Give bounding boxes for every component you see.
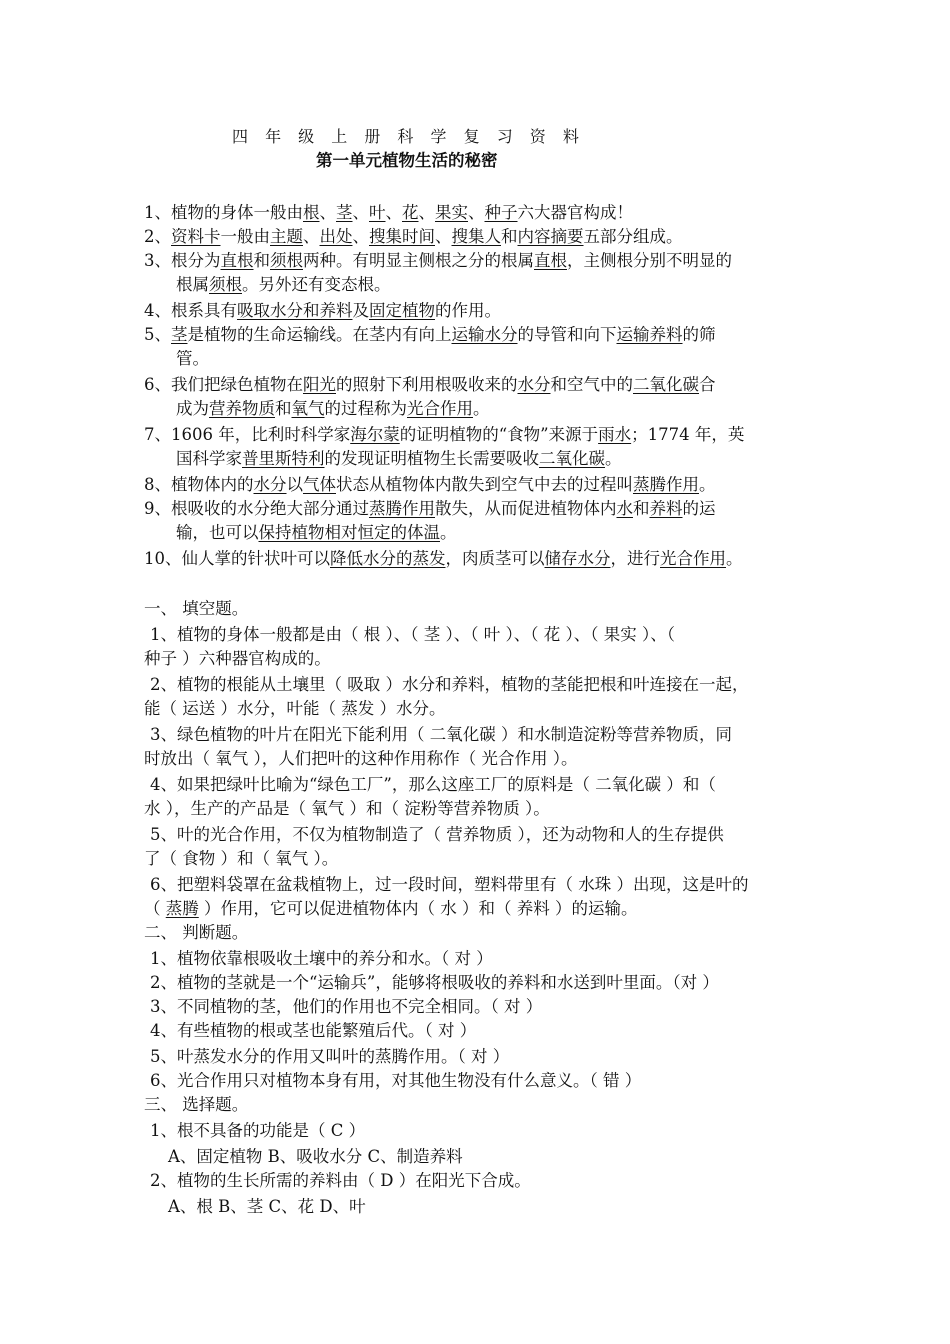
text-segment: ，主侧根分别不明显的 [567, 251, 732, 270]
text-segment: 能（ 运送 ）水分，叶能（ 蒸发 ）水分。 [144, 699, 446, 718]
text-segment: 、 [352, 227, 369, 246]
text-segment: 的作用。 [435, 301, 501, 320]
underlined-answer: 直根 [534, 251, 567, 270]
text-line [176, 448, 622, 470]
underlined-answer: 保持植物相对恒定的体温 [258, 523, 440, 542]
text-segment: 5、 [144, 325, 171, 344]
text-segment: 5、叶蒸发水分的作用又叫叶的蒸腾作用。（ 对 ） [150, 1047, 510, 1066]
text-segment: 了（ 食物 ）和（ 氧气 ）。 [144, 849, 339, 868]
text-segment: 二、 判断题。 [144, 923, 249, 942]
underlined-answer: 果实 [435, 203, 468, 222]
text-segment: 和 [633, 499, 650, 518]
text-segment: 2、植物的根能从土壤里（ 吸取 ）水分和养料，植物的茎能把根和叶连接在一起， [150, 675, 749, 694]
text-line [150, 972, 719, 994]
text-line [144, 1094, 248, 1116]
text-segment: 4、如果把绿叶比喻为“绿色工厂”，那么这座工厂的原料是（ 二氧化碳 ）和（ [150, 775, 716, 794]
text-line [144, 798, 550, 820]
text-segment: 成为 [176, 399, 209, 418]
underlined-answer: 阳光 [303, 375, 336, 394]
text-segment: 及 [352, 301, 369, 320]
underlined-answer: 运输养料 [616, 325, 683, 344]
underlined-answer: 花 [402, 203, 419, 222]
underlined-answer: 氧气 [291, 399, 325, 418]
underlined-answer: 运输水分 [451, 325, 518, 344]
text-line [144, 698, 445, 720]
underlined-answer: 固定植物 [369, 301, 435, 320]
text-line [168, 1146, 463, 1168]
underlined-answer: 养料 [649, 499, 683, 518]
text-segment: 管。 [176, 349, 209, 368]
text-line [144, 848, 338, 870]
text-segment: 和 [501, 227, 518, 246]
text-segment: 的照射下利用根吸收来的 [336, 375, 518, 394]
underlined-answer: 主题 [270, 227, 303, 246]
underlined-answer: 须根 [209, 275, 242, 294]
text-segment: 散失，从而促进植物体内 [435, 499, 617, 518]
text-line [144, 548, 743, 570]
text-line [176, 398, 490, 420]
text-segment: 6、我们把绿色植物在 [144, 375, 303, 394]
text-segment: 9、根吸收的水分绝大部分通过 [144, 499, 369, 518]
text-segment: 5、叶的光合作用，不仅为植物制造了（ 营养物质 ），还为动物和人的生存提供 [150, 825, 724, 844]
text-line [176, 348, 209, 370]
text-segment: ；1774 年，英 [631, 425, 745, 444]
text-line [144, 226, 683, 248]
text-line [150, 996, 542, 1018]
underlined-answer: 须根 [270, 251, 303, 270]
underlined-answer: 种子 [484, 203, 518, 222]
underlined-answer: 茎 [171, 325, 188, 344]
text-segment: 2、植物的茎就是一个“运输兵”，能够将根吸收的养料和水送到叶里面。（对 ） [150, 973, 719, 992]
underlined-answer: 储存水分 [544, 549, 611, 568]
text-line [144, 474, 716, 496]
underlined-answer: 内容摘要 [517, 227, 584, 246]
text-line [150, 1170, 531, 1192]
underlined-answer: 资料卡 [171, 227, 221, 246]
text-segment: 4、有些植物的根或茎也能繁殖后代。（ 对 ） [150, 1021, 477, 1040]
text-segment: 以 [286, 475, 303, 494]
text-line [144, 648, 331, 670]
underlined-answer: 出处 [319, 227, 353, 246]
text-line [150, 774, 716, 796]
text-segment: 、 [468, 203, 485, 222]
underlined-answer: 吸取水分和养料 [237, 301, 353, 320]
text-line [144, 922, 248, 944]
text-line [144, 250, 732, 272]
text-line [144, 424, 744, 446]
text-line [144, 202, 633, 224]
text-line [176, 522, 457, 544]
text-segment: ，进行 [610, 549, 660, 568]
text-segment: 的发现证明植物生长需要吸收 [324, 449, 539, 468]
underlined-answer: 营养物质 [209, 399, 275, 418]
text-line [150, 1070, 641, 1092]
text-segment: 10、仙人掌的针状叶可以 [144, 549, 330, 568]
text-segment: 7、1606 年，比利时科学家 [144, 425, 351, 444]
text-segment: 1、根不具备的功能是（ C ） [150, 1121, 366, 1140]
text-line [150, 624, 675, 646]
text-segment: 是植物的生命运输线。在茎内有向上 [187, 325, 452, 344]
underlined-answer: 蒸腾作用 [633, 475, 699, 494]
text-segment: 。 [473, 399, 490, 418]
text-segment: 、 [418, 203, 435, 222]
text-line [150, 874, 749, 896]
text-segment: 、 [385, 203, 402, 222]
text-line [144, 898, 637, 920]
text-line [144, 300, 501, 322]
text-segment: 4、根系具有 [144, 301, 237, 320]
text-segment: 根属 [176, 275, 209, 294]
text-segment: 。 [699, 475, 716, 494]
text-segment: 两种。有明显主侧根之分的根属 [303, 251, 534, 270]
underlined-answer: 雨水 [598, 425, 632, 444]
text-segment: 1、植物依靠根吸收土壤中的养分和水。（ 对 ） [150, 949, 493, 968]
text-segment: A、固定植物 B、吸收水分 C、制造养料 [168, 1147, 463, 1166]
text-segment: 3、绿色植物的叶片在阳光下能利用（ 二氧化碳 ）和水制造淀粉等营养物质，同 [150, 725, 732, 744]
underlined-answer: 蒸腾 [165, 899, 199, 918]
text-line [150, 724, 732, 746]
underlined-answer: 气体 [303, 475, 336, 494]
text-line [150, 1046, 509, 1068]
text-segment: 一、 填空题。 [144, 599, 249, 618]
text-segment: 五部分组成。 [583, 227, 683, 246]
text-segment: 的过程称为 [324, 399, 407, 418]
text-segment: 的运 [682, 499, 716, 518]
text-segment: 8、植物体内的 [144, 475, 254, 494]
text-segment: ）作用，它可以促进植物体内（ 水 ）和（ 养料 ）的运输。 [198, 899, 638, 918]
text-segment: 、 [435, 227, 452, 246]
text-segment: 1、植物的身体一般由 [144, 203, 303, 222]
underlined-answer: 叶 [369, 203, 386, 222]
text-line [150, 674, 749, 696]
text-line [150, 1020, 476, 1042]
text-segment: 3、不同植物的茎，他们的作用也不完全相同。（ 对 ） [150, 997, 543, 1016]
text-segment: 时放出（ 氧气 ），人们把叶的这种作用称作（ 光合作用 ）。 [144, 749, 578, 768]
underlined-answer: 二氧化碳 [633, 375, 699, 394]
text-segment: 和 [253, 251, 270, 270]
text-line [150, 1120, 365, 1142]
text-line [144, 748, 577, 770]
underlined-answer: 搜集时间 [369, 227, 435, 246]
text-segment: 一般由 [220, 227, 270, 246]
text-segment: 6、光合作用只对植物本身有用，对其他生物没有什么意义。（ 错 ） [150, 1071, 642, 1090]
text-segment: 输，也可以 [176, 523, 259, 542]
underlined-answer: 搜集人 [451, 227, 501, 246]
underlined-answer: 海尔蒙 [350, 425, 400, 444]
underlined-answer: 根 [303, 203, 320, 222]
text-segment: 的筛 [682, 325, 716, 344]
text-segment: 。 [726, 549, 743, 568]
text-segment: 1、植物的身体一般都是由（ 根 ）、（ 茎 ）、（ 叶 ）、（ 花 ）、（ 果实 ）、（ [150, 625, 675, 644]
text-segment: A、根 B、茎 C、花 D、叶 [168, 1197, 366, 1216]
underlined-answer: 水分 [517, 375, 551, 394]
underlined-answer: 直根 [220, 251, 254, 270]
text-segment: 国科学家 [176, 449, 242, 468]
underlined-answer: 光合作用 [407, 399, 473, 418]
text-line [144, 324, 716, 346]
text-segment: 。另外还有变态根。 [242, 275, 391, 294]
text-line [150, 948, 493, 970]
text-segment: 、 [303, 227, 320, 246]
text-segment: 的证明植物的“食物”来源于 [399, 425, 599, 444]
text-segment: 。 [605, 449, 622, 468]
document-title: 四 年 级 上 册 科 学 复 习 资 料 [232, 127, 585, 146]
underlined-answer: 二氧化碳 [539, 449, 605, 468]
underlined-answer: 水分 [253, 475, 287, 494]
text-segment: 合 [699, 375, 716, 394]
text-segment: 和 [275, 399, 292, 418]
text-segment: 3、根分为 [144, 251, 221, 270]
text-segment: 2、植物的生长所需的养料由（ D ）在阳光下合成。 [150, 1171, 531, 1190]
text-segment: 2、 [144, 227, 171, 246]
text-line [168, 1196, 366, 1218]
text-segment: 水 ），生产的产品是（ 氧气 ）和（ 淀粉等营养物质 ）。 [144, 799, 550, 818]
text-line [150, 824, 724, 846]
text-segment: 和空气中的 [550, 375, 633, 394]
underlined-answer: 蒸腾作用 [369, 499, 435, 518]
text-segment: ，肉质茎可以 [445, 549, 545, 568]
text-segment: 、 [352, 203, 369, 222]
text-segment: 、 [319, 203, 336, 222]
text-segment: 状态从植物体内散失到空气中去的过程叫 [336, 475, 633, 494]
text-segment: 6、把塑料袋罩在盆栽植物上，过一段时间，塑料带里有（ 水珠 ）出现，这是叶的 [150, 875, 749, 894]
underlined-answer: 水 [616, 499, 633, 518]
text-segment: 。 [440, 523, 457, 542]
text-segment: 六大器官构成！ [517, 203, 633, 222]
text-segment: 三、 选择题。 [144, 1095, 249, 1114]
text-segment: 的导管和向下 [517, 325, 617, 344]
underlined-answer: 降低水分的蒸发 [330, 549, 446, 568]
underlined-answer: 光合作用 [660, 549, 726, 568]
text-line [176, 274, 391, 296]
text-line [144, 374, 716, 396]
unit-title: 第一单元植物生活的秘密 [316, 151, 498, 170]
text-segment: （ [144, 899, 166, 918]
text-line [144, 598, 248, 620]
text-segment: 种子 ）六种器官构成的。 [144, 649, 331, 668]
underlined-answer: 茎 [336, 203, 353, 222]
text-line [144, 498, 716, 520]
underlined-answer: 普里斯特利 [242, 449, 325, 468]
